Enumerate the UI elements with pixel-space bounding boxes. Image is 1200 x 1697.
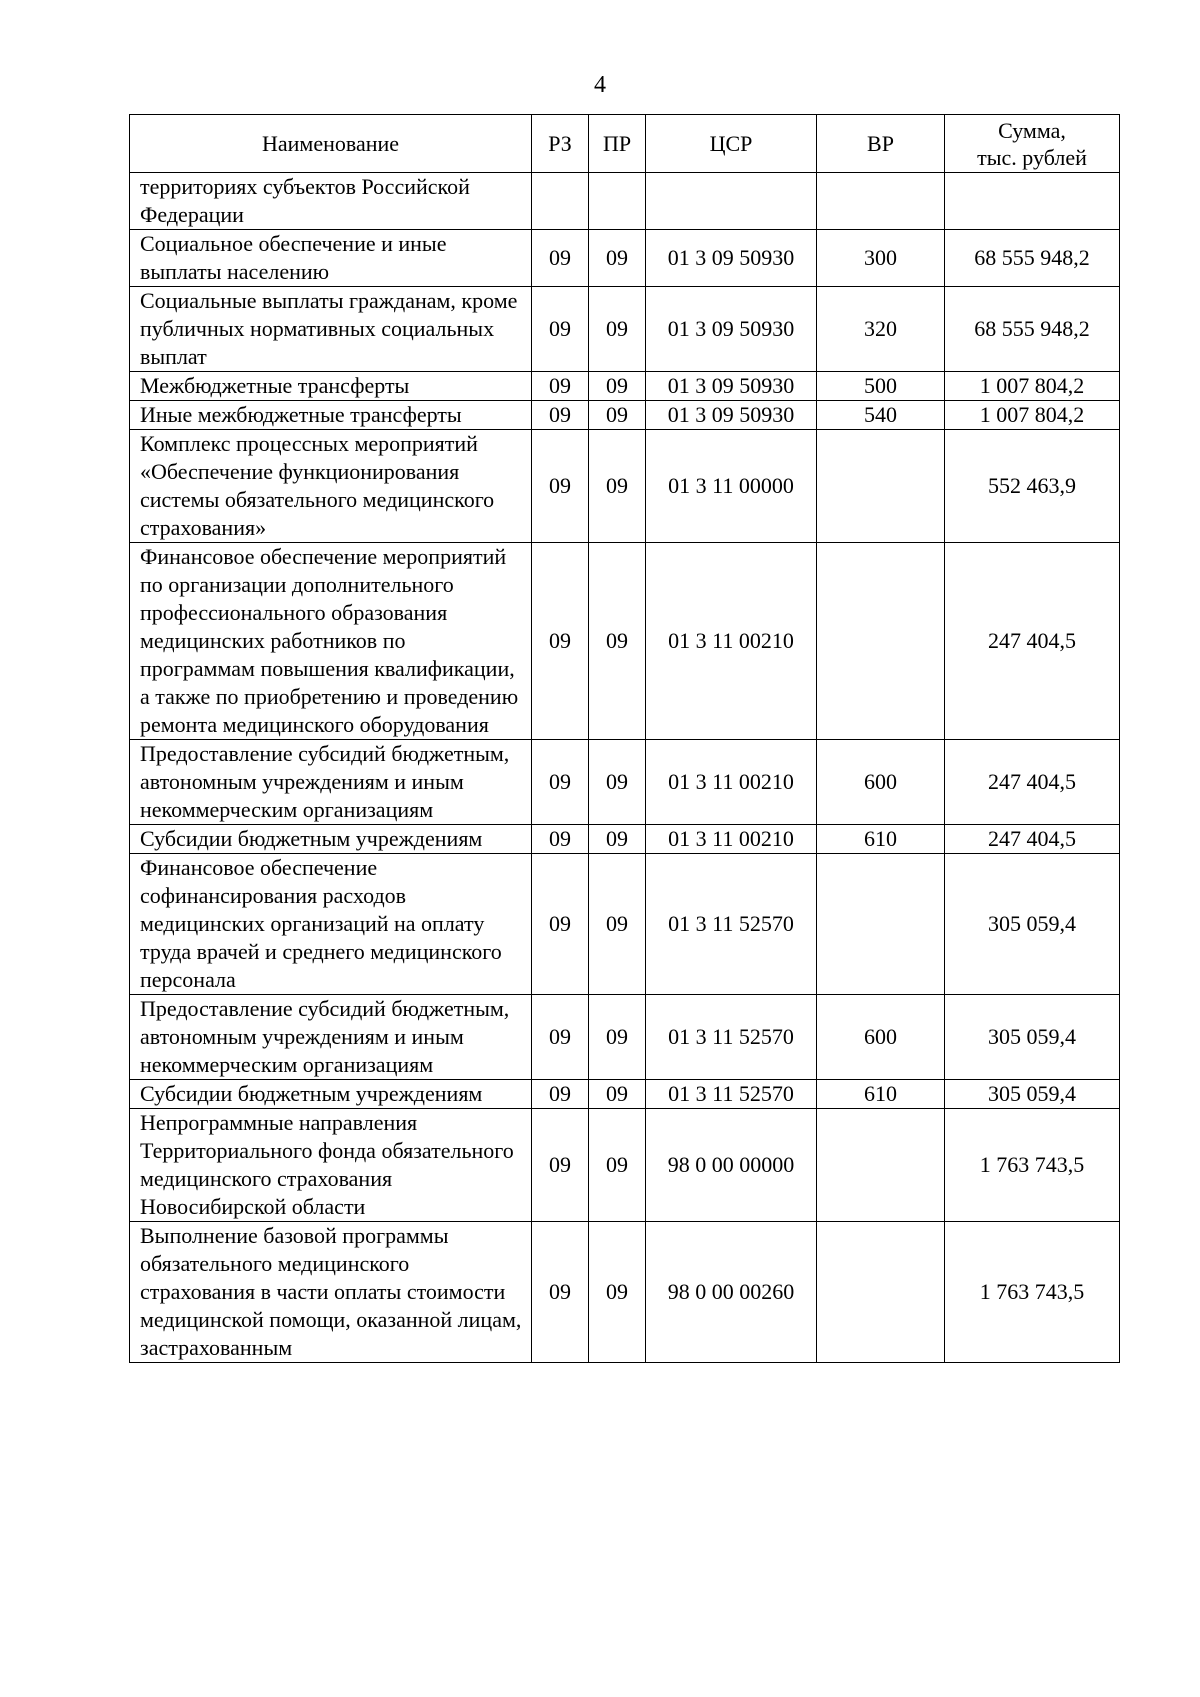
cell-rz: 09 (532, 287, 589, 372)
cell-rz: 09 (532, 543, 589, 740)
cell-pr: 09 (589, 543, 646, 740)
cell-name: Иные межбюджетные трансферты (130, 401, 532, 430)
cell-rz: 09 (532, 401, 589, 430)
cell-sum: 68 555 948,2 (945, 230, 1120, 287)
cell-sum: 247 404,5 (945, 825, 1120, 854)
table-row (130, 401, 1120, 430)
cell-vr: 300 (817, 230, 945, 287)
cell-name: Финансовое обеспечение мероприятий по организации дополнительного профессионального образования медицинских работников по программам повышения квалификации, а также по приобретению и проведению ремонта медицинского оборудования (130, 543, 532, 740)
header-csr: ЦСР (646, 115, 817, 173)
cell-vr (817, 1222, 945, 1363)
cell-csr: 98 0 00 00000 (646, 1109, 817, 1222)
cell-rz: 09 (532, 854, 589, 995)
table-row (130, 372, 1120, 401)
cell-csr: 01 3 11 52570 (646, 1080, 817, 1109)
cell-csr: 01 3 11 52570 (646, 995, 817, 1080)
cell-name: Комплекс процессных мероприятий «Обеспечение функционирования системы обязательного медицинского страхования» (130, 430, 532, 543)
page-number: 4 (594, 72, 606, 98)
cell-pr: 09 (589, 287, 646, 372)
header-sum (945, 115, 1120, 173)
header-name: Наименование (130, 115, 532, 173)
cell-name: Непрограммные направления Территориального фонда обязательного медицинского страхования Новосибирской области (130, 1109, 532, 1222)
cell-csr: 01 3 11 00000 (646, 430, 817, 543)
cell-sum: 247 404,5 (945, 543, 1120, 740)
cell-rz: 09 (532, 230, 589, 287)
cell-sum: 1 763 743,5 (945, 1109, 1120, 1222)
cell-name: Социальные выплаты гражданам, кроме публичных нормативных социальных выплат (130, 287, 532, 372)
table-row (130, 230, 1120, 287)
cell-pr: 09 (589, 430, 646, 543)
header-rz: РЗ (532, 115, 589, 173)
cell-sum: 305 059,4 (945, 1080, 1120, 1109)
cell-vr: 320 (817, 287, 945, 372)
table-row (130, 173, 1120, 230)
cell-pr: 09 (589, 1222, 646, 1363)
table-row (130, 1109, 1120, 1222)
cell-csr: 01 3 09 50930 (646, 230, 817, 287)
cell-vr (817, 173, 945, 230)
cell-pr: 09 (589, 825, 646, 854)
cell-name: Финансовое обеспечение софинансирования расходов медицинских организаций на оплату труда врачей и среднего медицинского персонала (130, 854, 532, 995)
cell-pr: 09 (589, 740, 646, 825)
cell-sum: 1 763 743,5 (945, 1222, 1120, 1363)
cell-rz (532, 173, 589, 230)
cell-name: Межбюджетные трансферты (130, 372, 532, 401)
cell-pr (589, 173, 646, 230)
table-row (130, 543, 1120, 740)
header-pr: ПР (589, 115, 646, 173)
cell-rz: 09 (532, 372, 589, 401)
cell-csr: 01 3 11 00210 (646, 740, 817, 825)
cell-name: территориях субъектов Российской Федерации (130, 173, 532, 230)
cell-vr: 610 (817, 825, 945, 854)
cell-pr: 09 (589, 230, 646, 287)
cell-pr: 09 (589, 1080, 646, 1109)
table-row (130, 1080, 1120, 1109)
table-row (130, 1222, 1120, 1363)
cell-csr: 01 3 11 52570 (646, 854, 817, 995)
cell-csr: 01 3 09 50930 (646, 287, 817, 372)
cell-pr: 09 (589, 995, 646, 1080)
cell-name: Субсидии бюджетным учреждениям (130, 825, 532, 854)
table-row (130, 995, 1120, 1080)
cell-sum: 552 463,9 (945, 430, 1120, 543)
table-row (130, 825, 1120, 854)
cell-pr: 09 (589, 854, 646, 995)
cell-vr (817, 543, 945, 740)
cell-vr (817, 854, 945, 995)
cell-rz: 09 (532, 995, 589, 1080)
cell-rz: 09 (532, 430, 589, 543)
table-row (130, 287, 1120, 372)
cell-sum: 1 007 804,2 (945, 401, 1120, 430)
cell-sum: 68 555 948,2 (945, 287, 1120, 372)
cell-vr: 500 (817, 372, 945, 401)
cell-vr (817, 1109, 945, 1222)
cell-vr (817, 430, 945, 543)
cell-name: Социальное обеспечение и иные выплаты населению (130, 230, 532, 287)
cell-sum: 1 007 804,2 (945, 372, 1120, 401)
cell-sum: 305 059,4 (945, 995, 1120, 1080)
table-header-row (130, 115, 1120, 173)
cell-pr: 09 (589, 1109, 646, 1222)
cell-csr: 98 0 00 00260 (646, 1222, 817, 1363)
cell-vr: 600 (817, 740, 945, 825)
cell-rz: 09 (532, 1109, 589, 1222)
cell-rz: 09 (532, 740, 589, 825)
cell-pr: 09 (589, 401, 646, 430)
cell-name: Предоставление субсидий бюджетным, автономным учреждениям и иным некоммерческим организациям (130, 740, 532, 825)
cell-csr: 01 3 09 50930 (646, 401, 817, 430)
cell-rz: 09 (532, 825, 589, 854)
cell-csr: 01 3 11 00210 (646, 543, 817, 740)
header-sum-line2: тыс. рублей (977, 144, 1087, 170)
cell-name: Выполнение базовой программы обязательного медицинского страхования в части оплаты стоимости медицинской помощи, оказанной лицам, застрахованным (130, 1222, 532, 1363)
table-row (130, 430, 1120, 543)
budget-table (129, 114, 1120, 1363)
cell-vr: 540 (817, 401, 945, 430)
cell-csr (646, 173, 817, 230)
table-row (130, 854, 1120, 995)
cell-sum: 305 059,4 (945, 854, 1120, 995)
cell-name: Предоставление субсидий бюджетным, автономным учреждениям и иным некоммерческим организациям (130, 995, 532, 1080)
cell-pr: 09 (589, 372, 646, 401)
header-sum-line1: Сумма, (998, 117, 1066, 143)
cell-rz: 09 (532, 1222, 589, 1363)
cell-vr: 610 (817, 1080, 945, 1109)
cell-sum: 247 404,5 (945, 740, 1120, 825)
cell-rz: 09 (532, 1080, 589, 1109)
cell-csr: 01 3 09 50930 (646, 372, 817, 401)
table-row (130, 740, 1120, 825)
cell-name: Субсидии бюджетным учреждениям (130, 1080, 532, 1109)
cell-csr: 01 3 11 00210 (646, 825, 817, 854)
cell-vr: 600 (817, 995, 945, 1080)
cell-sum (945, 173, 1120, 230)
header-vr: ВР (817, 115, 945, 173)
